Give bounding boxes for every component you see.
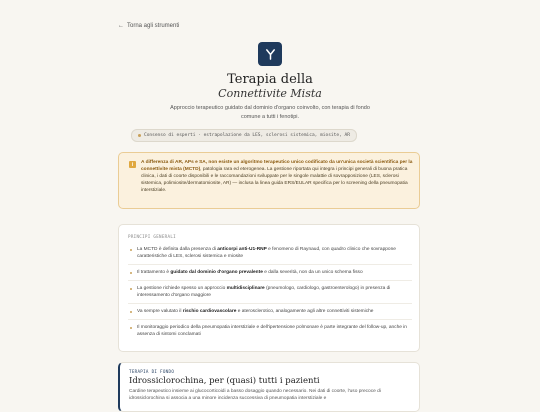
info-icon: i [129,161,136,168]
therapy-body: Cardine terapeutico insieme ai glucocorticoidi a basso dosaggio quando necessario. Nei dati di coorte, l'uso precoce di idrossiclorochina si associa a una minore incidenza successiva di pneumopatia interstiziale e [129,389,381,401]
consensus-badge [131,129,357,142]
page-subtitle: Connettivite Mista [218,87,322,100]
page-title: Terapia della [227,72,313,87]
app-logo [258,42,282,66]
dot-icon [138,134,141,137]
back-link-label: Torna agli strumenti [127,23,180,29]
principles-list [128,242,412,342]
list-item: Il monitoraggio periodico della pneumopatia interstiziale e dell'ipertensione polmonare è parte integrante del follow-up, anche in assenza di sintomi conclamati [128,320,412,342]
principles-heading: PRINCIPI GENERALI [128,234,176,239]
list-item: Va sempre valutato il rischio cardiovascolare e aterosclerotico, analogamente agli altre connettiviti sistemiche [128,304,412,320]
therapy-tag: TERAPIA DI FONDO [129,369,175,374]
alert-rest: , patologia rara ed eterogenea. La gestione riportata qui integra i principi generali di buona pratica clinica, i dati di coorte disponibili e le raccomandazioni sviluppate per le singole malattie di sovrapposizione (LES, sclerosi sistemica, polimiosite/dermatomiosite, AR) — inclusa la linea guida ERS/EULAR specifica per lo screening della pneumopatia interstiziale. [141,167,408,193]
list-item: La gestione richiede spesso un approccio multidisciplinare (pneumologo, cardiologo, gastroenterologo) in presenza di interessamento d'organo maggiore [128,281,412,304]
consensus-badge-label: Consenso di esperti · estrapolazione da LES, sclerosi sistemica, miosite, AR [144,133,350,138]
arrow-left-icon: ← [118,23,124,29]
alert-strong: A differenza di AR, APs e SA, non esiste un algoritmo terapeutico unico codificato da un'unica società scientifica per la connettivite mista (MCTD) [141,160,413,172]
alert-text [141,159,413,194]
back-link[interactable] [118,23,179,29]
list-item: Il trattamento è guidato dal dominio d'organo prevalente e dalla severità, non da un unico schema fisso [128,265,412,281]
page-description: Approccio terapeutico guidato dal dominio d'organo coinvolto, con terapia di fondo comune a tutti i fenotipi. [170,105,370,120]
y-logo-icon [264,48,277,61]
therapy-title: Idrossiclorochina, per (quasi) tutti i pazienti [129,376,320,386]
info-alert [118,152,420,209]
principles-card [118,224,420,352]
list-item: La MCTD è definita dalla presenza di anticorpi anti-U1-RNP e fenomeno di Raynaud, con quadro clinico che sovrappone caratteristiche di LES, sclerosi sistemica e miosite [128,242,412,265]
